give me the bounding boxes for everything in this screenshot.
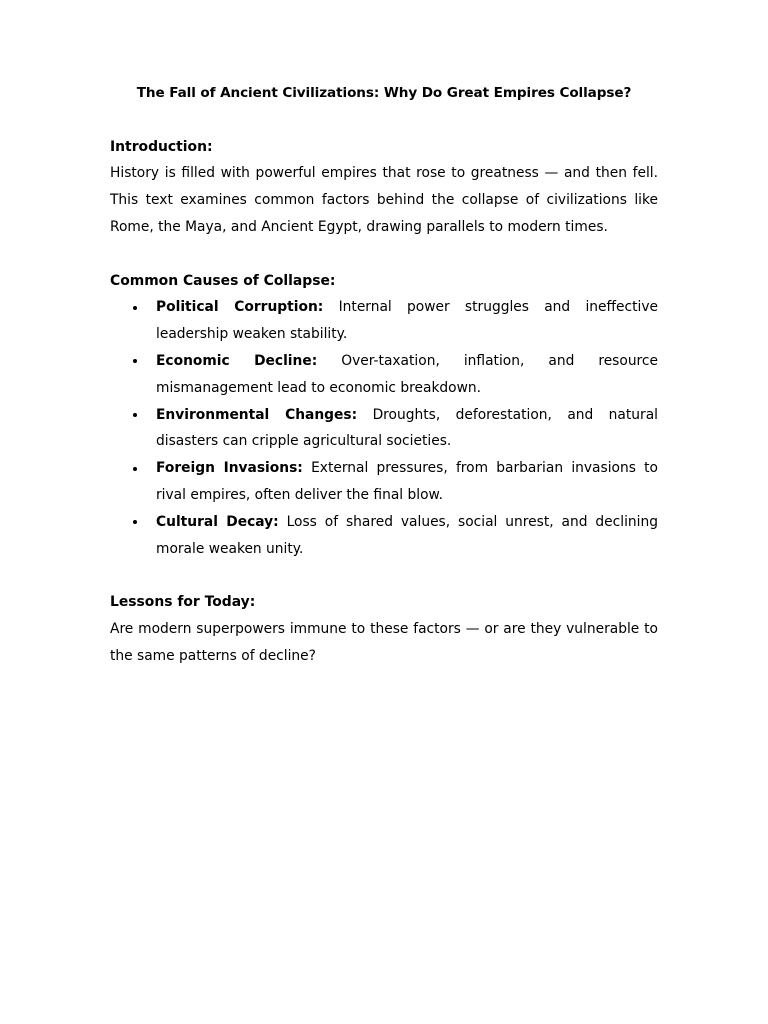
- introduction-paragraph: History is filled with powerful empires that rose to greatness — and then fell. This text examines common factors behind the collapse of civilizations like Rome, the Maya, and Ancient Egypt, drawing parallels to modern times.: [110, 165, 658, 235]
- spacer: [110, 562, 658, 589]
- spacer: [110, 241, 658, 268]
- list-item: [110, 455, 658, 509]
- cause-term: Cultural Decay:: [156, 513, 279, 530]
- cause-description: Internal power struggles and ineffective leadership weaken stability.: [156, 299, 658, 343]
- cause-description: Loss of shared values, social unrest, and declining morale weaken unity.: [156, 513, 658, 557]
- list-item: [110, 294, 658, 348]
- bullet-icon: [133, 467, 137, 471]
- causes-heading: Common Causes of Collapse:: [110, 272, 336, 289]
- lessons-heading: Lessons for Today:: [110, 594, 256, 611]
- bullet-icon: [133, 306, 137, 310]
- document-title: The Fall of Ancient Civilizations: Why Do Great Empires Collapse?: [136, 85, 632, 101]
- cause-description: Over-taxation, inflation, and resource mismanagement lead to economic breakdown.: [156, 352, 658, 396]
- cause-term: Environmental Changes:: [156, 406, 358, 423]
- introduction-heading: Introduction:: [110, 138, 213, 155]
- cause-term: Political Corruption:: [156, 299, 324, 316]
- bullet-icon: [133, 413, 137, 417]
- spacer: [110, 107, 658, 134]
- bullet-icon: [133, 520, 137, 524]
- document-page: [110, 80, 658, 670]
- causes-list: [110, 294, 658, 562]
- cause-description: External pressures, from barbarian invasions to rival empires, often deliver the final blow.: [156, 460, 658, 503]
- cause-description: Droughts, deforestation, and natural disasters can cripple agricultural societies.: [156, 406, 658, 450]
- cause-term: Foreign Invasions:: [156, 460, 303, 477]
- bullet-icon: [133, 359, 137, 363]
- list-item: [110, 348, 658, 402]
- lessons-paragraph: Are modern superpowers immune to these factors — or are they vulnerable to the same patterns of decline?: [110, 620, 658, 664]
- cause-term: Economic Decline:: [156, 352, 318, 369]
- list-item: [110, 402, 658, 456]
- list-item: [110, 509, 658, 563]
